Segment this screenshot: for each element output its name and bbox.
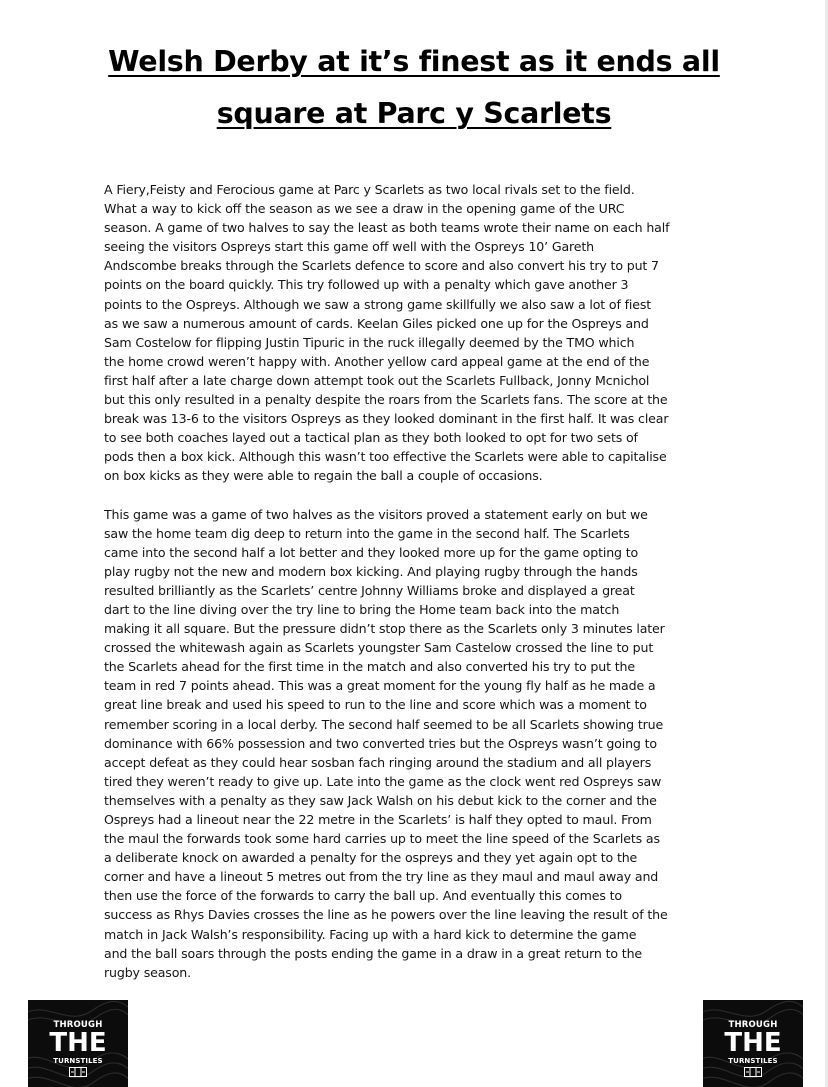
paragraph-second-half: This game was a game of two halves as the visitors proved a statement early on but we saw the home team dig deep to return into the game in the second half. The Scarlets came into the second half a lot better and they looked more up for the game opting to play rugby not the new and modern box kicking. And playing rugby through the hands resulted brilliantly as the Scarlets’ centre Johnny Williams broke and displayed a great dart to the line diving over the try line to bring the Home team back into the match making it all square. But the pressure didn’t stop there as the Scarlets only 3 minutes later crossed the whitewash again as Scarlets youngster Sam Castelow crossed the line to put the Scarlets ahead for the first time in the match and also converted his try to put the team in red 7 points ahead. This was a great moment for the young fly half as he made a great line break and used his speed to run to the line and score which was a moment to remember scoring in a local derby. The second half seemed to be all Scarlets showing true dominance with 66% possession and two converted tries but the Ospreys wasn’t going to accept defeat as they could hear sosban fach ringing around the stadium and all players tired they weren’t ready to give up. Late into the game as the clock went red Ospreys saw themselves with a penalty as they saw Jack Walsh on his debut kick to the corner and the Ospreys had a lineout near the 22 metre in the Scarlets’ is half they opted to maul. From the maul the forwards took some hard carries up to meet the line speed of the Scarlets as a deliberate knock on awarded a penalty for the ospreys and they yet again opt to the corner and have a lineout 5 metres out from the try line as they maul and maul away and then use the force of the forwards to carry the ball up. And eventually this comes to success as Rhys Davies crosses the line as he powers over the line leaving the result of the match in Jack Walsh’s responsibility. Facing up with a hard kick to determine the game and the ball soars through the posts ending the game in a draw in a great return to the rugby season. <box>104 506 668 980</box>
title-line-1: Welsh Derby at it’s finest as it ends all <box>108 45 720 78</box>
logo-text-the: THE <box>49 1028 107 1058</box>
article-title <box>90 36 738 140</box>
title-line-2: square at Parc y Scarlets <box>216 97 612 130</box>
through-the-turnstiles-logo-right <box>703 1000 803 1087</box>
turnstile-icon <box>69 1067 87 1077</box>
article-body <box>104 180 744 982</box>
logo-text-turnstiles: TURNSTILES <box>728 1057 778 1065</box>
logo-text-turnstiles: TURNSTILES <box>53 1057 103 1065</box>
turnstile-icon <box>744 1067 762 1077</box>
logo-text-the: THE <box>724 1028 782 1058</box>
logo-text-through: THROUGH <box>53 1020 103 1030</box>
through-the-turnstiles-logo-left <box>28 1000 128 1087</box>
logo-text-through: THROUGH <box>728 1020 778 1030</box>
paragraph-first-half: A Fiery,Feisty and Ferocious game at Parc y Scarlets as two local rivals set to the field. What a way to kick off the season as we see a draw in the opening game of the URC season. A game of two halves to say the least as both teams wrote their name on each half seeing the visitors Ospreys start this game off well with the Ospreys 10’ Gareth Andscombe breaks through the Scarlets defence to score and also convert his try to put 7 points on the board quickly. This try followed up with a penalty which gave another 3 points to the Ospreys. Although we saw a strong game skillfully we also saw a lot of fiest as we saw a numerous amount of cards. Keelan Giles picked one up for the Ospreys and Sam Costelow for flipping Justin Tipuric in the ruck illegally deemed by the TMO which the home crowd weren’t happy with. Another yellow card appeal game at the end of the first half after a late charge down attempt took out the Scarlets Fullback, Jonny Mcnichol but this only resulted in a penalty despite the roars from the Scarlets fans. The score at the break was 13-6 to the visitors Ospreys as they looked dominant in the first half. It was clear to see both coaches layed out a tactical plan as they both looked to opt for two sets of pods then a box kick. Although this wasn’t too effective the Scarlets were able to capitalise on box kicks as they were able to regain the ball a couple of occasions. <box>104 182 670 484</box>
